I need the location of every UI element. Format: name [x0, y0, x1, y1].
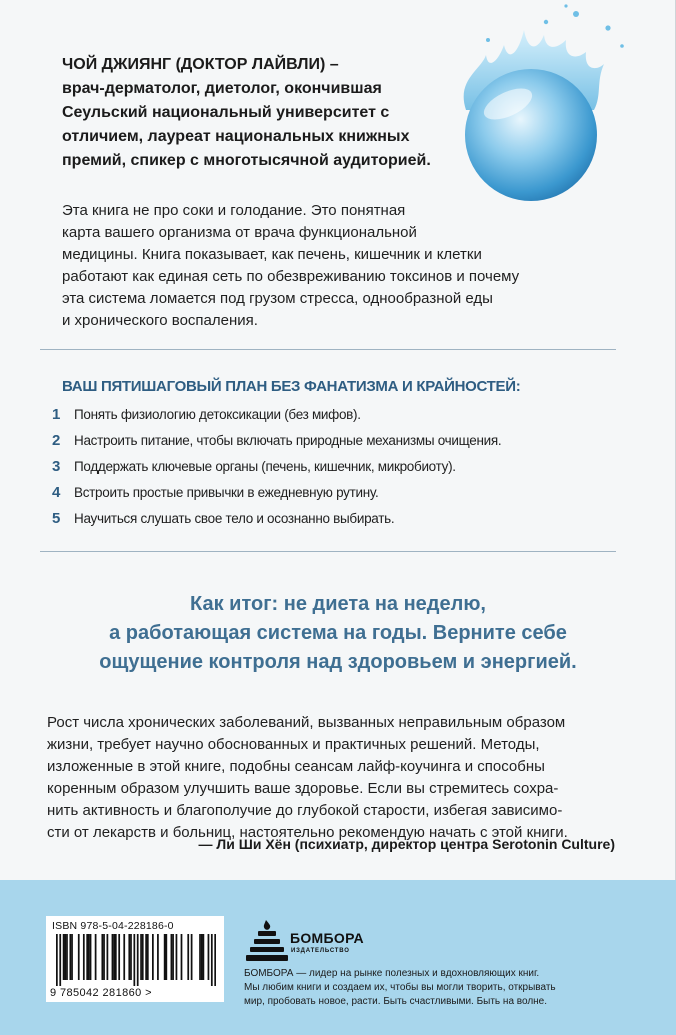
step-number: 1 [52, 405, 61, 423]
step-text: Понять физиологию детоксикации (без мифов). [74, 406, 361, 422]
barcode-bar [176, 934, 178, 980]
intro-line: эта система ломается под грузом стресса, однообразной еды [62, 290, 493, 307]
summary-line: ощущение контроля над здоровьем и энергией. [99, 651, 577, 673]
author-bio-line: премий, спикер с многотысячной аудиторией. [62, 152, 431, 169]
barcode-bar [101, 934, 103, 980]
barcode-bar [133, 934, 135, 986]
barcode-bar [86, 934, 88, 980]
barcode-bar [145, 934, 147, 980]
barcode-bar [107, 934, 109, 980]
barcode-bar [157, 934, 159, 980]
review-line: сти от лекарств и больниц, настоятельно рекомендую начать с этой книги. [47, 824, 568, 841]
summary-line: а работающая система на годы. Верните себе [109, 622, 567, 644]
barcode-bar [147, 934, 149, 980]
barcode-bar [199, 934, 201, 980]
publisher-logo-word: БОМБОРА [290, 930, 364, 946]
barcode-bar [214, 934, 216, 986]
barcode-bar [59, 934, 61, 986]
summary-statement [40, 590, 636, 677]
publisher-description [244, 967, 644, 1009]
barcode [46, 916, 224, 1002]
step-number: 5 [52, 509, 61, 527]
barcode-bar [164, 934, 166, 980]
intro-line: Эта книга не про соки и голодание. Это понятная [62, 202, 406, 219]
intro-line: работают как единая сеть по обезвреживанию токсинов и почему [62, 268, 520, 285]
step-number: 4 [52, 483, 61, 501]
step-text: Поддержать ключевые органы (печень, кишечник, микробиоту). [74, 458, 456, 474]
barcode-bar [90, 934, 92, 980]
barcode-bar [165, 934, 167, 980]
plan-step [52, 428, 501, 452]
barcode-bar [115, 934, 117, 980]
plan-title: ВАШ ПЯТИШАГОВЫЙ ПЛАН БЕЗ ФАНАТИЗМА И КРАЙНОСТЕЙ: [62, 378, 521, 395]
barcode-bar [78, 934, 80, 980]
step-text: Научиться слушать свое тело и осознанно выбирать. [74, 510, 395, 526]
divider [40, 551, 616, 552]
barcode-bar [71, 934, 73, 980]
step-number: 3 [52, 457, 61, 475]
barcode-bar [208, 934, 210, 980]
step-text: Настроить питание, чтобы включать природные механизмы очищения. [74, 432, 502, 448]
barcode-bar [103, 934, 105, 980]
divider [40, 349, 616, 350]
plan-step [52, 480, 378, 504]
review-line: нить активность и благополучие до глубокой старости, избегая зависимо- [47, 802, 563, 819]
barcode-bar [69, 934, 71, 980]
barcode-bar [112, 934, 114, 980]
barcode-bar [137, 934, 139, 986]
step-number: 2 [52, 431, 61, 449]
barcode-bar [118, 934, 120, 980]
barcode-bar [172, 934, 174, 980]
publisher-line: мир, пробовать новое, расти. Быть счастливыми. Быть на волне. [244, 996, 548, 1007]
review-quote [47, 712, 627, 844]
barcode-digits: 9 785042 281860 > [50, 987, 152, 999]
barcode-bar [201, 934, 203, 980]
author-bio-line: Сеульский национальный университет с [62, 104, 390, 121]
barcode-bar [181, 934, 183, 980]
barcode-bar [140, 934, 142, 980]
barcode-bar [130, 934, 132, 980]
barcode-bar [211, 934, 213, 986]
plan-step [52, 402, 361, 426]
summary-line: Как итог: не диета на неделю, [190, 593, 486, 615]
barcode-bars [56, 934, 216, 986]
plan-step [52, 454, 456, 478]
step-text: Встроить простые привычки в ежедневную рутину. [74, 484, 379, 500]
intro-line: медицины. Книга показывает, как печень, кишечник и клетки [62, 246, 482, 263]
barcode-bar [95, 934, 97, 980]
review-line: жизни, требует научно обоснованных и практичных решений. Методы, [47, 736, 540, 753]
barcode-bar [123, 934, 125, 980]
publisher-line: Мы любим книги и создаем их, чтобы вы могли творить, открывать [244, 982, 556, 993]
barcode-bar [113, 934, 115, 980]
author-bio [62, 53, 462, 173]
barcode-bar [142, 934, 144, 980]
barcode-bar [66, 934, 68, 980]
intro-line: карта вашего организма от врача функциональной [62, 224, 417, 241]
author-name: ЧОЙ ДЖИЯНГ (ДОКТОР ЛАЙВЛИ) – [62, 56, 339, 73]
barcode-bar [187, 934, 189, 980]
barcode-bar [191, 934, 193, 980]
barcode-bar [128, 934, 130, 980]
author-bio-line: врач-дерматолог, диетолог, окончившая [62, 80, 382, 97]
review-line: Рост числа хронических заболеваний, вызванных неправильным образом [47, 714, 566, 731]
review-attribution: — Ли Ши Хён (психиатр, директор центра Serotonin Culture) [198, 836, 615, 852]
barcode-bar [56, 934, 58, 986]
publisher-logo-subtitle: ИЗДАТЕЛЬСТВО [291, 948, 350, 954]
barcode-bar [64, 934, 66, 980]
intro-paragraph [62, 200, 582, 332]
barcode-bar [83, 934, 85, 980]
barcode-bar [171, 934, 173, 980]
barcode-bar [88, 934, 90, 980]
author-bio-line: отличием, лауреат национальных книжных [62, 128, 410, 145]
review-line: коренным образом улучшить ваше здоровье. Если вы стремитесь сохра- [47, 780, 559, 797]
isbn-label: ISBN 978-5-04-228186-0 [52, 920, 174, 932]
review-line: изложенные в этой книге, подобны сеансам лайф-коучинга и способны [47, 758, 545, 775]
barcode-bar [63, 934, 65, 980]
intro-line: и хронического воспаления. [62, 312, 258, 329]
plan-step [52, 506, 394, 530]
publisher-line: БОМБОРА — лидер на рынке полезных и вдохновляющих книг. [244, 968, 540, 979]
barcode-bar [152, 934, 154, 980]
barcode-bar [203, 934, 205, 980]
